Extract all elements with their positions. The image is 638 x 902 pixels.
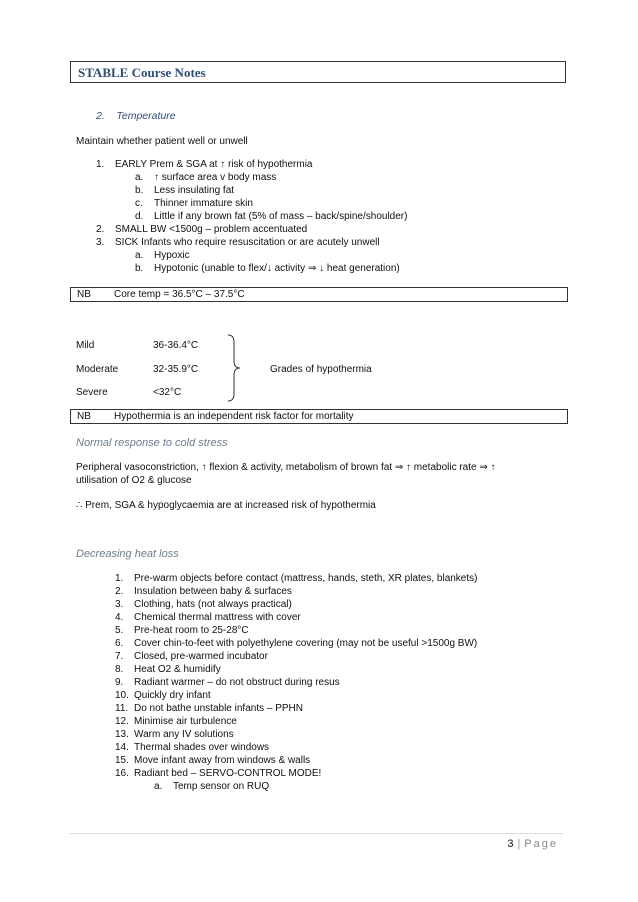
list-item-number: 16.: [115, 768, 129, 779]
page-footer: [507, 838, 558, 850]
list-item: Insulation between baby & surfaces: [134, 586, 292, 597]
list-item: Thermal shades over windows: [134, 742, 270, 753]
therefore-text: ∴ Prem, SGA & hypoglycaemia are at increased risk of hypothermia: [76, 500, 376, 511]
list-item: Warm any IV solutions: [134, 729, 234, 740]
nb-core-temp-box: [70, 287, 568, 302]
nb-label: NB: [77, 411, 91, 422]
list-item-number: 10.: [115, 690, 129, 701]
nb-mortality-box: [70, 409, 568, 424]
list-item: Do not bathe unstable infants – PPHN: [134, 703, 303, 714]
cold-stress-text: utilisation of O2 & glucose: [76, 475, 192, 486]
list-item-number: a.: [135, 250, 144, 261]
list-item-number: 7.: [115, 651, 124, 662]
section-heading: 2. Temperature: [96, 110, 176, 122]
list-item: Little if any brown fat (5% of mass – back/spine/shoulder): [154, 211, 408, 222]
list-item-number: 11.: [115, 703, 129, 714]
list-item-number: 12.: [115, 716, 129, 727]
list-item-number: a.: [135, 172, 144, 183]
footer-divider: [70, 833, 563, 834]
list-item-number: 2.: [96, 224, 105, 235]
list-item-number: 3.: [115, 599, 124, 610]
list-item-number: c.: [135, 198, 143, 209]
list-item: Minimise air turbulence: [134, 716, 237, 727]
list-item: Hypoxic: [154, 250, 190, 261]
list-item: Radiant warmer – do not obstruct during resus: [134, 677, 340, 688]
list-item: Pre-warm objects before contact (mattress, hands, steth, XR plates, blankets): [134, 573, 478, 584]
list-item: Thinner immature skin: [154, 198, 253, 209]
grades-label: Grades of hypothermia: [270, 364, 372, 375]
grade-range: 36-36.4°C: [153, 340, 199, 351]
right-brace-icon: [226, 334, 242, 402]
title-box: [70, 61, 566, 83]
list-item-number: b.: [135, 263, 144, 274]
list-item: Chemical thermal mattress with cover: [134, 612, 301, 623]
list-item: ↑ surface area v body mass: [154, 172, 277, 183]
list-item-number: d.: [135, 211, 144, 222]
footer-separator: |: [517, 838, 521, 850]
page-word: Page: [524, 838, 558, 850]
grade-name: Moderate: [76, 364, 119, 375]
list-item-number: 14.: [115, 742, 129, 753]
list-item-number: 3.: [96, 237, 105, 248]
grade-name: Severe: [76, 387, 108, 398]
list-item-number: 1.: [96, 159, 105, 170]
list-item: Heat O2 & humidify: [134, 664, 221, 675]
list-item-number: b.: [135, 185, 144, 196]
list-item-number: a.: [154, 781, 163, 792]
list-item: Less insulating fat: [154, 185, 235, 196]
list-item-number: 5.: [115, 625, 124, 636]
cold-stress-heading: Normal response to cold stress: [76, 437, 228, 449]
nb-text: Hypothermia is an independent risk factor for mortality: [114, 411, 354, 422]
list-item: SICK Infants who require resuscitation or are acutely unwell: [115, 237, 380, 248]
list-item-number: 8.: [115, 664, 124, 675]
list-item: SMALL BW <1500g – problem accentuated: [115, 224, 308, 235]
grade-name: Mild: [76, 340, 95, 351]
list-item-number: 15.: [115, 755, 129, 766]
list-item: Cover chin-to-feet with polyethylene covering (may not be useful >1500g BW): [134, 638, 478, 649]
list-item: Radiant bed – SERVO-CONTROL MODE!: [134, 768, 322, 779]
list-item-number: 13.: [115, 729, 129, 740]
heat-loss-heading: Decreasing heat loss: [76, 548, 179, 560]
page-title: STABLE Course Notes: [78, 65, 206, 80]
list-item: Move infant away from windows & walls: [134, 755, 311, 766]
list-item: Closed, pre-warmed incubator: [134, 651, 268, 662]
grade-range: 32-35.9°C: [153, 364, 199, 375]
intro-text: Maintain whether patient well or unwell: [76, 136, 248, 147]
list-item: Quickly dry infant: [134, 690, 211, 701]
list-item-number: 9.: [115, 677, 124, 688]
cold-stress-text: Peripheral vasoconstriction, ↑ flexion & activity, metabolism of brown fat ⇒ ↑ metabolic rate ⇒ ↑: [76, 462, 496, 473]
list-item-number: 6.: [115, 638, 124, 649]
grade-range: <32°C: [153, 387, 182, 398]
list-item: Temp sensor on RUQ: [173, 781, 270, 792]
page-number: 3: [507, 838, 514, 850]
list-item-number: 2.: [115, 586, 124, 597]
list-item-number: 1.: [115, 573, 124, 584]
list-item: Hypotonic (unable to flex/↓ activity ⇒ ↓ heat generation): [154, 263, 400, 274]
nb-text: Core temp = 36.5°C – 37.5°C: [114, 289, 245, 300]
list-item: Clothing, hats (not always practical): [134, 599, 292, 610]
nb-label: NB: [77, 289, 91, 300]
list-item: Pre-heat room to 25-28°C: [134, 625, 249, 636]
list-item-number: 4.: [115, 612, 124, 623]
list-item: EARLY Prem & SGA at ↑ risk of hypothermia: [115, 159, 313, 170]
